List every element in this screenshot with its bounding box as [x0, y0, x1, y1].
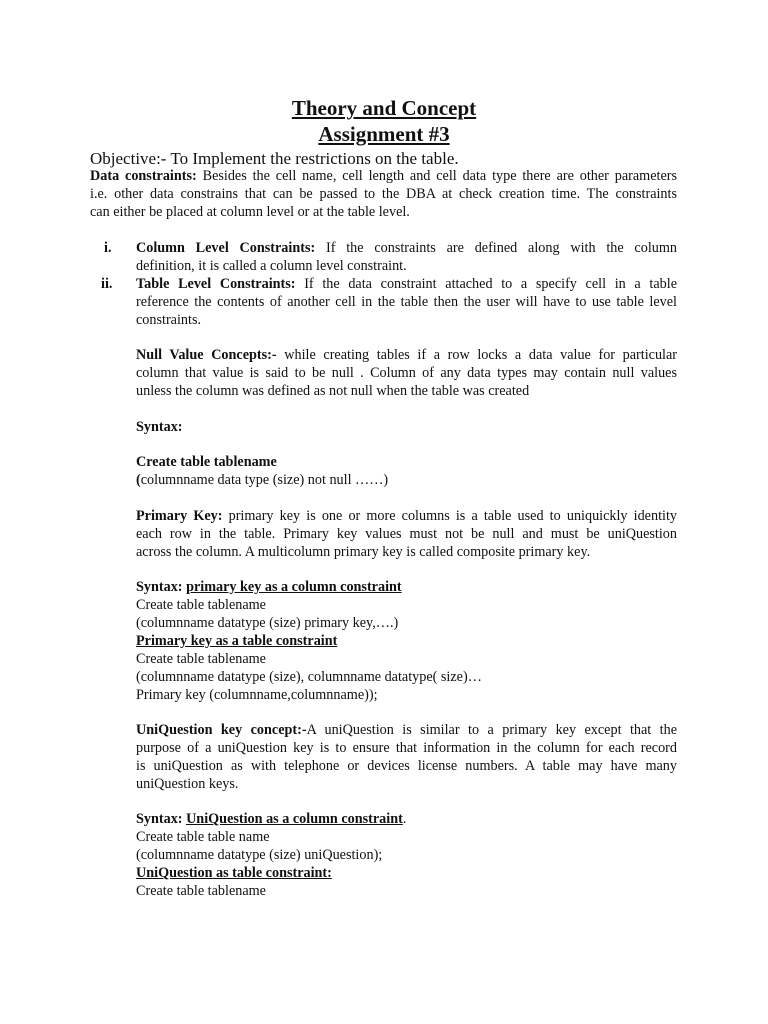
primary-key-line-1	[136, 507, 677, 525]
data-constraints-text-1: Besides the cell name, cell length and cell data type there are other parameters	[196, 168, 677, 184]
primary-key-line-3: across the column. A multicolumn primary key is called composite primary key.	[136, 544, 591, 560]
uq-syntax-period: .	[402, 811, 407, 827]
assignment-title: Assignment #3	[318, 122, 450, 146]
data-constraints-label: Data constraints:	[90, 168, 197, 184]
column-level-label: Column Level Constraints:	[136, 240, 316, 256]
pk-primary-key-clause: Primary key (columnname,columnname));	[136, 687, 378, 703]
table-level-text-1: If the data constraint attached to a specify cell in a table	[295, 276, 677, 292]
uq-create-table-2: Create table tablename	[136, 883, 266, 899]
document-title: Theory and Concept	[291, 96, 477, 120]
objective-line: Objective:- To Implement the restrictions on the table.	[90, 149, 459, 168]
unique-key-label: UniQuestion key concept:-	[136, 722, 307, 738]
list-marker-i: i.	[104, 240, 112, 256]
null-value-line-2: column that value is said to be null . Column of any data types may contain null values	[136, 365, 677, 381]
column-level-text-1: If the constraints are defined along with the column	[315, 240, 677, 256]
uq-columns-1: (columnname datatype (size) uniQuestion);	[136, 847, 383, 863]
unique-key-line-2: purpose of a uniQuestion key is to ensure that information in the column for each record	[136, 740, 677, 756]
pk-column-constraint-heading: primary key as a column constraint	[186, 579, 402, 595]
table-level-label: Table Level Constraints:	[136, 276, 296, 292]
unique-key-line-1	[136, 721, 677, 739]
primary-key-label: Primary Key:	[136, 508, 223, 524]
pk-columns-1: (columnname datatype (size) primary key,….)	[136, 615, 399, 631]
column-level-line-2: definition, it is called a column level constraint.	[136, 258, 407, 274]
syntax-heading: Syntax:	[136, 419, 183, 435]
null-value-line-1	[136, 346, 677, 364]
unique-key-text-1: A uniQuestion is similar to a primary key except that the	[306, 722, 677, 738]
uq-table-constraint-heading: UniQuestion as table constraint:	[136, 865, 332, 881]
column-level-line-1	[136, 239, 677, 257]
pk-create-table-2: Create table tablename	[136, 651, 266, 667]
create-table-columns-text: columnname data type (size) not null ……)	[140, 472, 389, 488]
unique-key-line-4: uniQuestion keys.	[136, 776, 239, 792]
pk-columns-2: (columnname datatype (size), columnname datatype( size)…	[136, 669, 482, 685]
pk-syntax-line	[136, 578, 402, 596]
unique-key-line-3: is uniQuestion as with telephone or devices license numbers. A table may have many	[136, 758, 677, 774]
list-marker-ii: ii.	[101, 276, 113, 292]
data-constraints-line-2: i.e. other data constrains that can be passed to the DBA at check creation time. The constraints	[90, 186, 677, 202]
data-constraints-line-1	[90, 167, 677, 185]
primary-key-line-2: each row in the table. Primary key values must not be null and must be uniQuestion	[136, 526, 677, 542]
pk-create-table-1: Create table tablename	[136, 597, 266, 613]
pk-syntax-label: Syntax:	[136, 579, 187, 595]
null-value-line-3: unless the column was defined as not null when the table was created	[136, 383, 530, 399]
create-table-columns	[136, 471, 388, 489]
table-level-line-2: reference the contents of another cell in the table then the user will have to use table level	[136, 294, 677, 310]
uq-syntax-line	[136, 810, 406, 828]
primary-key-text-1: primary key is one or more columns is a table used to uniquickly identity	[222, 508, 677, 524]
uq-column-constraint-heading: UniQuestion as a column constraint	[186, 811, 403, 827]
data-constraints-line-3: can either be placed at column level or at the table level.	[90, 204, 410, 220]
pk-table-constraint-heading: Primary key as a table constraint	[136, 633, 338, 649]
table-level-line-1	[136, 275, 677, 293]
uq-syntax-label: Syntax:	[136, 811, 187, 827]
null-value-label: Null Value Concepts:-	[136, 347, 277, 363]
open-paren: (	[136, 472, 141, 488]
table-level-line-3: constraints.	[136, 312, 202, 328]
null-value-text-1: while creating tables if a row locks a data value for particular	[276, 347, 677, 363]
create-table-heading: Create table tablename	[136, 454, 277, 470]
uq-create-table-1: Create table table name	[136, 829, 270, 845]
